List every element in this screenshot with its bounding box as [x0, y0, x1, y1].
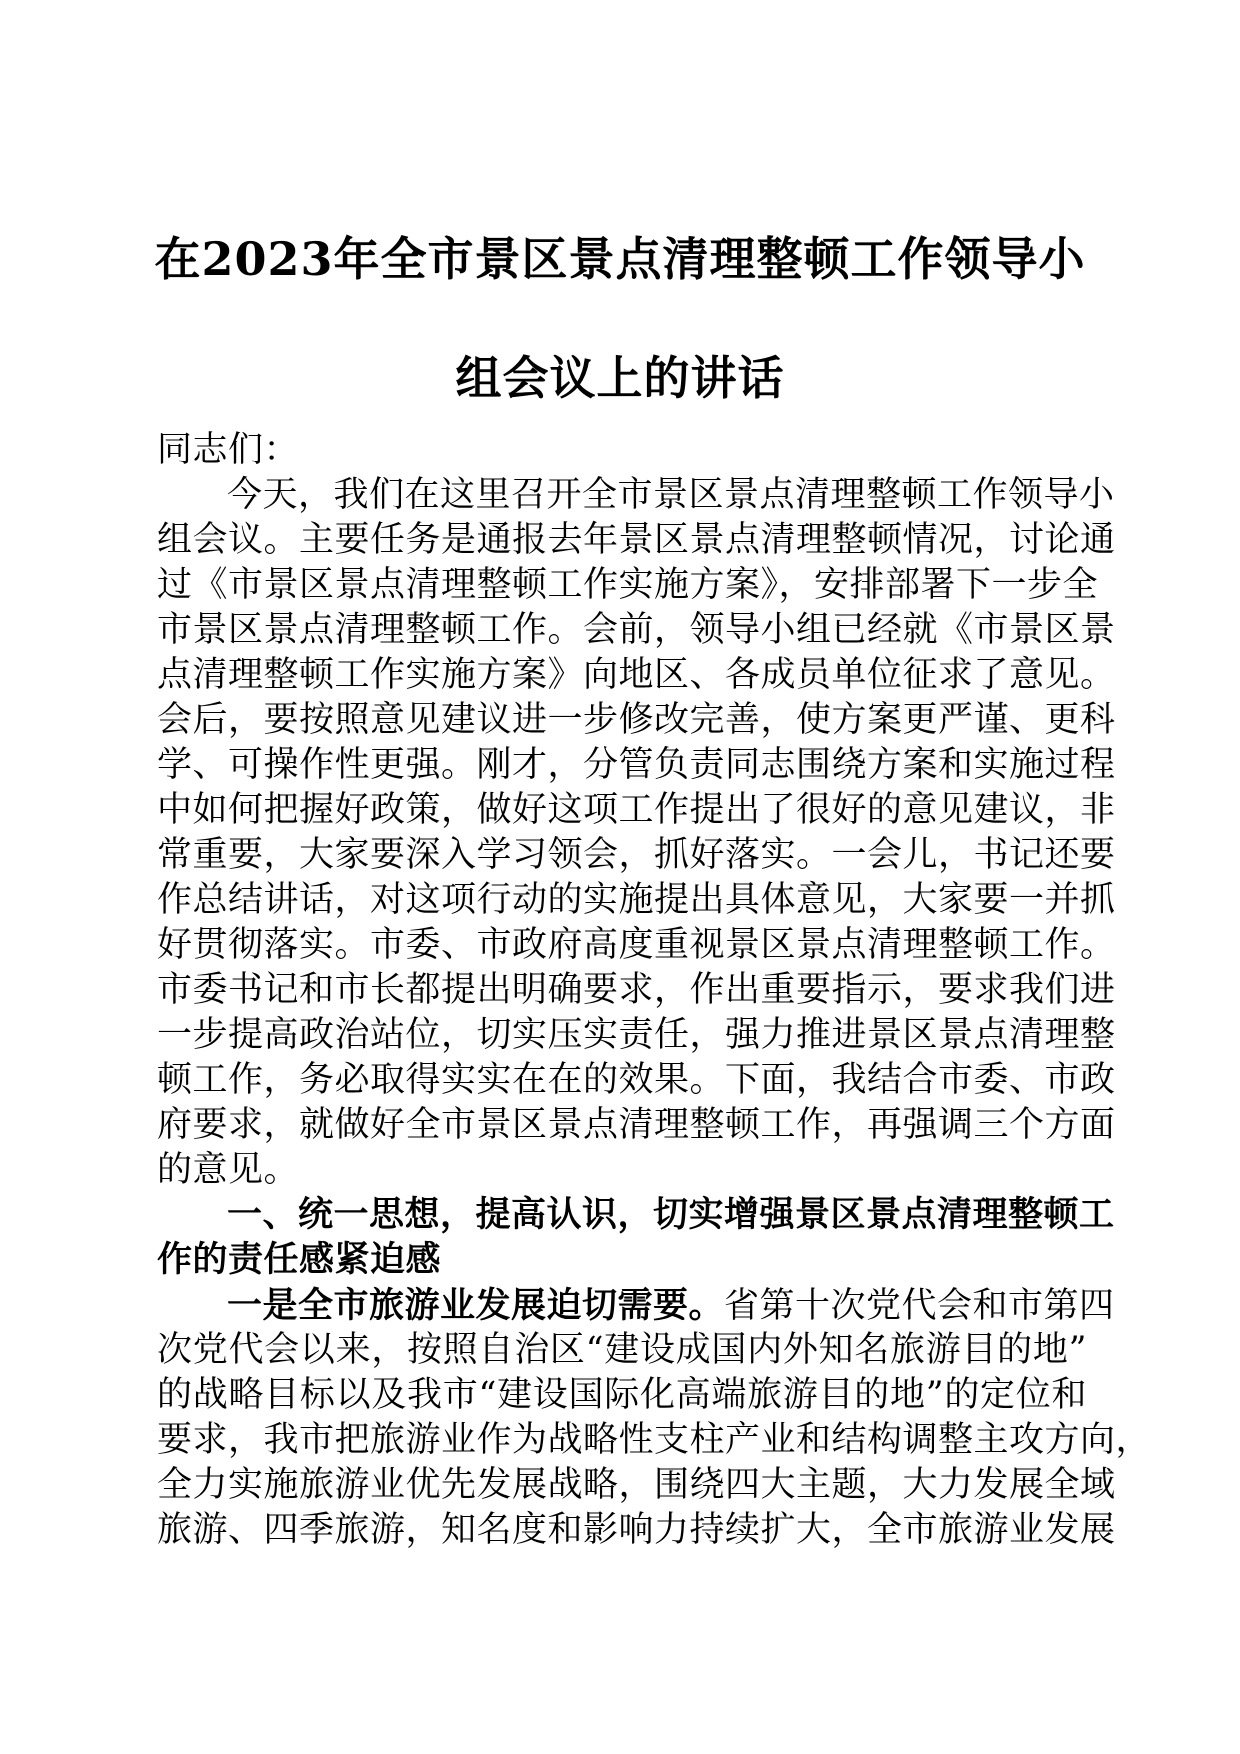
paragraph-1-line: 府要求，就做好全市景区景点清理整顿工作，再强调三个方面 [157, 1105, 1116, 1145]
paragraph-1-line: 顿工作，务必取得实实在在的效果。下面，我结合市委、市政 [157, 1060, 1116, 1100]
paragraph-2-line: 全力实施旅游业优先发展战略，围绕四大主题，大力发展全域 [157, 1465, 1116, 1505]
salutation: 同志们： [157, 430, 300, 470]
paragraph-1-line: 学、可操作性更强。刚才，分管负责同志围绕方案和实施过程 [157, 745, 1116, 785]
section-heading-1-line: 作的责任感紧迫感 [157, 1240, 442, 1280]
paragraph-2-first-rest: 省第十次党代会和市第四 [724, 1286, 1115, 1326]
paragraph-1-line: 点清理整顿工作实施方案》向地区、各成员单位征求了意见。 [157, 655, 1116, 695]
document-body [157, 428, 1152, 1553]
paragraph-1-line: 过《市景区景点清理整顿工作实施方案》，安排部署下一步全 [157, 565, 1099, 605]
paragraph-1-line: 今天，我们在这里召开全市景区景点清理整顿工作领导小 [227, 475, 1115, 515]
paragraph-1-line: 市委书记和市长都提出明确要求，作出重要指示，要求我们进 [157, 970, 1116, 1010]
paragraph-1-line: 会后，要按照意见建议进一步修改完善，使方案更严谨、更科 [157, 700, 1116, 740]
document-title-line-1: 在2023年全市景区景点清理整顿工作领导小 [154, 232, 1086, 286]
paragraph-1-line: 好贯彻落实。市委、市政府高度重视景区景点清理整顿工作。 [157, 925, 1116, 965]
paragraph-2-first-line [157, 1283, 1115, 1328]
paragraph-1-line: 的意见。 [157, 1150, 300, 1190]
paragraph-2-line: 要求，我市把旅游业作为战略性支柱产业和结构调整主攻方向， [157, 1420, 1152, 1460]
paragraph-1-line: 常重要，大家要深入学习领会，抓好落实。一会儿，书记还要 [157, 835, 1116, 875]
paragraph-2-lead: 一是全市旅游业发展迫切需要。 [227, 1285, 725, 1326]
paragraph-2-line: 次党代会以来，按照自治区“建设成国内外知名旅游目的地” [157, 1330, 1087, 1370]
document-title-line-2: 组会议上的讲话 [455, 351, 785, 405]
paragraph-1-line: 中如何把握好政策，做好这项工作提出了很好的意见建议，非 [157, 790, 1116, 830]
paragraph-2-line: 旅游、四季旅游，知名度和影响力持续扩大，全市旅游业发展 [157, 1510, 1116, 1550]
paragraph-1-line: 作总结讲话，对这项行动的实施提出具体意见，大家要一并抓 [157, 880, 1116, 920]
paragraph-1-line: 一步提高政治站位，切实压实责任，强力推进景区景点清理整 [157, 1015, 1116, 1055]
section-heading-1-line: 一、统一思想，提高认识，切实增强景区景点清理整顿工 [227, 1195, 1115, 1235]
paragraph-2-line: 的战略目标以及我市“建设国际化高端旅游目的地”的定位和 [157, 1375, 1087, 1415]
paragraph-1-line: 组会议。主要任务是通报去年景区景点清理整顿情况，讨论通 [157, 520, 1116, 560]
paragraph-1-line: 市景区景点清理整顿工作。会前，领导小组已经就《市景区景 [157, 610, 1116, 650]
